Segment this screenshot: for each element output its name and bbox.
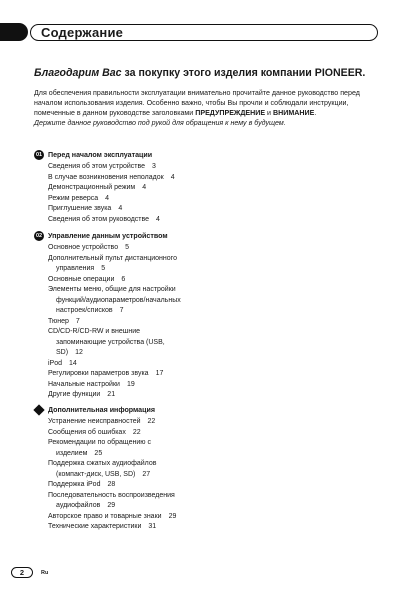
toc-entry[interactable]: Авторское право и товарные знаки 29: [48, 512, 177, 520]
intro-text: Для обеспечения правильности эксплуатации внимательно прочитайте данное руководство перед началом использования изделия. Особенно важно, чтобы Вы прочли и соблюдали инструкции, помеченные в данном руководстве заголовками: [34, 89, 360, 118]
toc-entry[interactable]: запоминающие устройства (USB,: [56, 338, 165, 346]
toc-entry[interactable]: Режим реверса 4: [48, 194, 110, 202]
toc-entry[interactable]: Рекомендации по обращению с: [48, 439, 151, 446]
section-number-badge: 01: [35, 152, 43, 158]
section-title: Перед началом эксплуатации: [48, 151, 153, 159]
toc-entry[interactable]: Начальные настройки 19: [48, 380, 135, 388]
toc-entry[interactable]: Сведения об этом руководстве 4: [48, 215, 160, 223]
toc-entry[interactable]: Основное устройство 5: [48, 244, 129, 251]
toc-entry[interactable]: SD) 12: [56, 349, 83, 356]
toc-entry[interactable]: CD/CD-R/CD-RW и внешние: [48, 328, 141, 335]
intro-heading: [34, 67, 365, 80]
intro-heading-italic: Благодарим Вас: [34, 67, 122, 79]
toc-entry[interactable]: Приглушение звука 4: [48, 205, 123, 212]
toc-entry[interactable]: функций/аудиопараметров/начальных: [56, 296, 181, 304]
header-tab: [0, 23, 28, 41]
toc-entry[interactable]: Тюнер 7: [48, 317, 80, 325]
section-title: Управление данным устройством: [48, 232, 168, 240]
intro-and: и: [265, 109, 273, 118]
toc-entry[interactable]: (компакт-диск, USB, SD) 27: [56, 470, 151, 478]
keep-manual-note: Держите данное руководство под рукой для обращения к нему в будущем.: [34, 119, 286, 128]
section-number-badge: 02: [35, 233, 43, 239]
toc-entry[interactable]: Элементы меню, общие для настройки: [48, 286, 176, 293]
intro-end: .: [314, 109, 317, 118]
toc-entry[interactable]: Поддержка iPod 28: [48, 481, 116, 488]
toc-entry[interactable]: управления 5: [56, 265, 106, 272]
toc-entry[interactable]: iPod 14: [48, 359, 77, 367]
diamond-icon: [33, 404, 44, 415]
toc-entry[interactable]: В случае возникновения неполадок 4: [48, 173, 175, 181]
toc-entry[interactable]: Основные операции 6: [48, 275, 126, 283]
toc-entry[interactable]: Поддержка сжатых аудиофайлов: [48, 460, 157, 467]
toc-entry[interactable]: Сообщения об ошибках 22: [48, 428, 141, 436]
intro-paragraph: [34, 88, 386, 128]
toc-entry[interactable]: Другие функции 21: [48, 391, 116, 398]
page-number: 2: [11, 567, 33, 578]
toc-entry[interactable]: Дополнительный пульт дистанционного: [48, 254, 177, 262]
toc-entry[interactable]: аудиофайлов 29: [56, 502, 116, 509]
language-code: Ru: [41, 570, 49, 576]
toc-entry[interactable]: Последовательность воспроизведения: [48, 491, 175, 499]
toc-entry[interactable]: Регулировки параметров звука 17: [48, 370, 164, 377]
toc-entry[interactable]: Технические характеристики 31: [48, 523, 157, 530]
page-title: Содержание: [41, 25, 124, 40]
toc-entry[interactable]: Устранение неисправностей 22: [48, 418, 156, 425]
toc-entry[interactable]: Демонстрационный режим 4: [48, 184, 147, 191]
warning-label: ПРЕДУПРЕЖДЕНИЕ: [195, 109, 266, 118]
intro-heading-rest: за покупку этого изделия компании PIONEER.: [121, 67, 366, 79]
toc-entry[interactable]: Сведения об этом устройстве 3: [48, 163, 156, 170]
caution-label: ВНИМАНИЕ: [272, 109, 315, 118]
toc-entry[interactable]: настроек/списков 7: [56, 307, 124, 314]
section-title: Дополнительная информация: [48, 406, 155, 414]
toc-entry[interactable]: изделием 25: [56, 449, 103, 457]
